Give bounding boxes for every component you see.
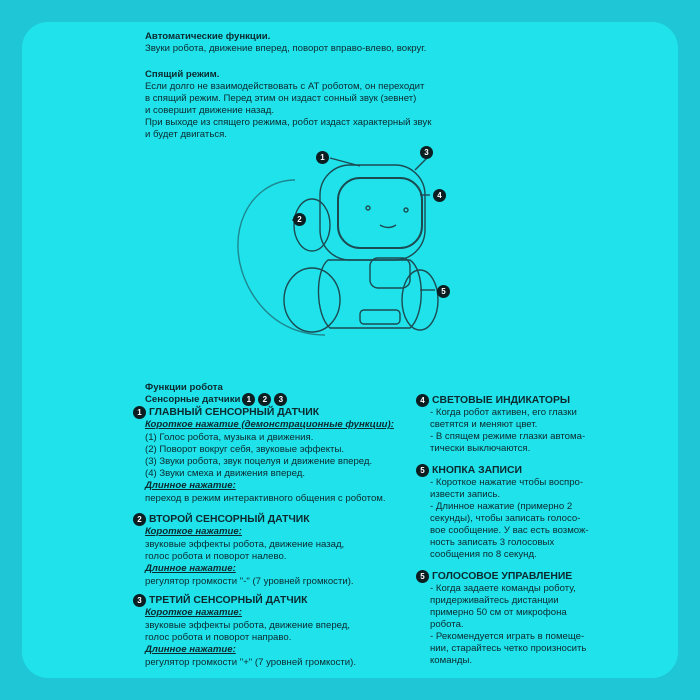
s1-long-text: переход в режим интерактивного общения с роботом.: [145, 493, 386, 504]
callout-4-icon: 4: [433, 189, 446, 202]
s2-header: [133, 513, 310, 526]
sensor-1-icon: 1: [242, 393, 255, 406]
s1-num-icon: 1: [133, 406, 146, 419]
s1-long: Длинное нажатие:: [145, 480, 236, 491]
auto-title: Автоматические функции.: [145, 31, 271, 42]
robot-illustration: [220, 140, 480, 350]
s6-line: придерживайтесь дистанции: [430, 595, 559, 606]
s3-short: Короткое нажатие:: [145, 607, 242, 618]
s3-long: Длинное нажатие:: [145, 644, 236, 655]
sensors-label: Сенсорные датчики: [145, 394, 241, 405]
s1-line: (2) Поворот вокруг себя, звуковые эффекты.: [145, 444, 345, 455]
s3-header: [133, 594, 307, 607]
auto-text: Звуки робота, движение вперед, поворот вправо-влево, вокруг.: [145, 43, 427, 54]
s5-line: - Длинное нажатие (примерно 2: [430, 501, 573, 512]
callout-2-icon: 2: [293, 213, 306, 226]
s2-long: Длинное нажатие:: [145, 563, 236, 574]
s5-title: КНОПКА ЗАПИСИ: [432, 465, 522, 476]
functions-title: Функции робота: [145, 382, 223, 393]
s6-title: ГОЛОСОВОЕ УПРАВЛЕНИЕ: [432, 571, 573, 582]
s1-line: (3) Звуки робота, звук поцелуя и движение вперед.: [145, 456, 373, 467]
s1-line: (4) Звуки смеха и движения вперед.: [145, 468, 305, 479]
s6-header: [416, 570, 572, 583]
s3-line: голос робота и поворот направо.: [145, 632, 292, 643]
s2-line: голос робота и поворот налево.: [145, 551, 287, 562]
sleep-line: Если долго не взаимодействовать с АТ роботом, он переходит: [145, 81, 425, 92]
s6-line: - Когда задаете команды роботу,: [430, 583, 576, 594]
s2-num-icon: 2: [133, 513, 146, 526]
s3-line: звуковые эффекты робота, движение вперед,: [145, 620, 351, 631]
sleep-line: При выходе из спящего режима, робот издаст характерный звук: [145, 117, 432, 128]
callout-5-icon: 5: [437, 285, 450, 298]
sensor-3-icon: 3: [274, 393, 287, 406]
s4-line: светятся и меняют цвет.: [430, 419, 538, 430]
callout-3-icon: 3: [420, 146, 433, 159]
s5-line: ность записать 3 голосовых: [430, 537, 555, 548]
s4-line: - Когда робот активен, его глазки: [430, 407, 577, 418]
s2-line: звуковые эффекты робота, движение назад,: [145, 539, 345, 550]
s2-title: ВТОРОЙ СЕНСОРНЫЙ ДАТЧИК: [149, 514, 310, 525]
s2-long-text: регулятор громкости "-" (7 уровней громкости).: [145, 576, 354, 587]
sleep-line: в спящий режим. Перед этим он издаст сонный звук (зевнет): [145, 93, 417, 104]
callout-1-icon: 1: [316, 151, 329, 164]
s1-header: [133, 406, 319, 419]
sensors-header: [145, 393, 288, 406]
s4-line: тически выключаются.: [430, 443, 531, 454]
s6-line: робота.: [430, 619, 464, 630]
s5-header: [416, 464, 522, 477]
s5-line: извести запись.: [430, 489, 501, 500]
s5-num-icon: 5: [416, 464, 429, 477]
sensor-2-icon: 2: [258, 393, 271, 406]
s5-line: секунды), чтобы записать голосо-: [430, 513, 581, 524]
s1-short: Короткое нажатие (демонстрационные функции):: [145, 419, 394, 430]
s6-line: примерно 50 см от микрофона: [430, 607, 567, 618]
s6-line: команды.: [430, 655, 473, 666]
s4-title: СВЕТОВЫЕ ИНДИКАТОРЫ: [432, 395, 571, 406]
sleep-title: Спящий режим.: [145, 69, 220, 80]
s4-header: [416, 394, 570, 407]
sleep-line: и будет двигаться.: [145, 129, 227, 140]
s1-line: (1) Голос робота, музыка и движения.: [145, 432, 314, 443]
s3-long-text: регулятор громкости "+" (7 уровней громкости).: [145, 657, 357, 668]
s6-line: нии, старайтесь четко произносить: [430, 643, 587, 654]
s6-num-icon: 5: [416, 570, 429, 583]
s1-title: ГЛАВНЫЙ СЕНСОРНЫЙ ДАТЧИК: [149, 407, 320, 418]
s2-short: Короткое нажатие:: [145, 526, 242, 537]
s5-line: - Короткое нажатие чтобы воспро-: [430, 477, 584, 488]
s6-line: - Рекомендуется играть в помеще-: [430, 631, 585, 642]
s3-title: ТРЕТИЙ СЕНСОРНЫЙ ДАТЧИК: [149, 595, 308, 606]
s5-line: вое сообщение. У вас есть возмож-: [430, 525, 589, 536]
sleep-line: и совершит движение назад.: [145, 105, 275, 116]
s4-num-icon: 4: [416, 394, 429, 407]
s5-line: сообщения по 8 секунд.: [430, 549, 537, 560]
s4-line: - В спящем режиме глазки автома-: [430, 431, 586, 442]
s3-num-icon: 3: [133, 594, 146, 607]
